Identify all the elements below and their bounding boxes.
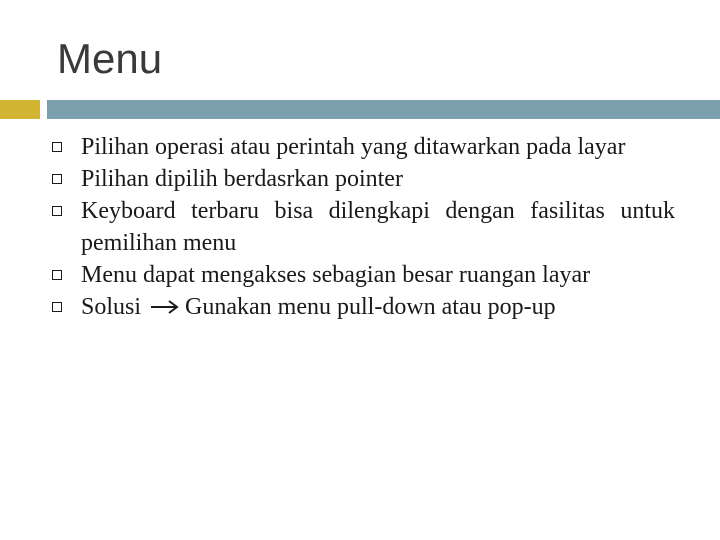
bullet-item <box>0 195 675 259</box>
slide-title: Menu <box>57 35 163 82</box>
bullet-item <box>0 131 675 163</box>
title-accent-bar-right <box>47 100 720 119</box>
bullet-text: Menu dapat mengakses sebagian besar ruangan layar <box>81 262 591 288</box>
bullet-item <box>0 163 675 195</box>
square-bullet-icon <box>52 206 62 216</box>
square-bullet-icon <box>52 270 62 280</box>
square-bullet-icon <box>52 302 62 312</box>
bullet-text-solution: Gunakan menu pull-down atau pop-up <box>185 294 556 320</box>
bullet-text: Pilihan operasi atau perintah yang ditawarkan pada layar <box>81 134 626 160</box>
bullet-text: Pilihan dipilih berdasrkan pointer <box>81 166 403 192</box>
bullet-list <box>0 131 720 324</box>
bullet-text: Keyboard terbaru bisa dilengkapi dengan fasilitas untuk pemilihan menu <box>81 198 675 256</box>
bullet-item <box>0 259 675 291</box>
square-bullet-icon <box>52 174 62 184</box>
square-bullet-icon <box>52 142 62 152</box>
arrow-right-icon <box>150 292 180 324</box>
title-accent-bar-left <box>0 100 40 119</box>
bullet-text-solusi: Solusi <box>81 294 142 320</box>
bullet-item <box>0 291 675 324</box>
